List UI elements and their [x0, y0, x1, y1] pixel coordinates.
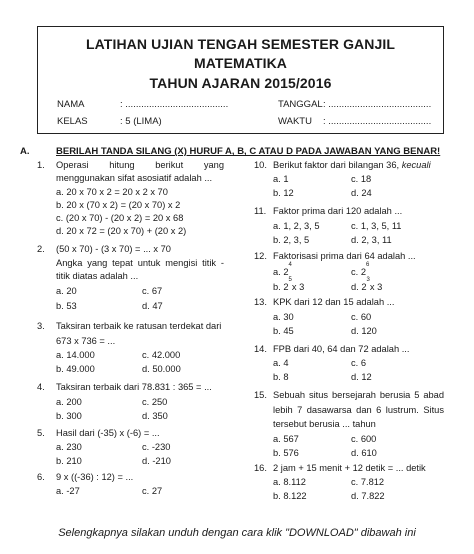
option-a[interactable]: a. 8.112	[273, 477, 306, 487]
question-number: 14.	[254, 344, 267, 354]
tanggal-value: : .......................................	[323, 99, 432, 110]
question-text: (50 x 70) - (3 x 70) = ... x 70	[56, 244, 171, 254]
option-c[interactable]: c. 250	[142, 397, 168, 407]
question-text: Operasi hitung berikut yang	[56, 160, 224, 170]
option-a[interactable]: a. 200	[56, 397, 82, 407]
nama-label: NAMA	[57, 99, 85, 110]
option-c[interactable]: c. 1, 3, 5, 11	[351, 221, 402, 231]
option-c[interactable]: c. 27	[142, 486, 163, 496]
option-b-exponent: 5	[288, 277, 292, 283]
kelas-value: : 5 (LIMA)	[120, 116, 162, 127]
question-text: titik diatas adalah ...	[56, 271, 139, 281]
option-a[interactable]: a. 230	[56, 442, 82, 452]
option-d-tail: x 3	[369, 282, 383, 292]
option-d[interactable]	[351, 277, 383, 294]
question-text-italic: kecuali	[401, 160, 431, 170]
subject-title: MATEMATIKA	[193, 55, 288, 71]
option-a[interactable]: a. 4	[273, 358, 289, 368]
question-number: 1.	[37, 160, 45, 170]
question-text: menggunakan sifat asosiatif adalah ...	[56, 173, 213, 183]
waktu-label: WAKTU	[278, 116, 312, 127]
option-b[interactable]: b. 8	[273, 372, 289, 382]
question-text: lebih 7 dasawarsa dan 6 lustrum. Situs	[273, 405, 444, 415]
question-number: 15.	[254, 390, 267, 400]
option-c[interactable]: c. 67	[142, 286, 163, 296]
option-c-exponent: 6	[366, 262, 370, 268]
option-b[interactable]: b. 8.122	[273, 491, 307, 501]
option-d[interactable]: d. 20 x 72 = (20 x 70) + (20 x 2)	[56, 226, 187, 236]
option-a[interactable]: a. 30	[273, 312, 294, 322]
option-d[interactable]: d. 24	[351, 188, 372, 198]
option-c-base: c. 2	[351, 267, 366, 277]
option-d-base: d. 2	[351, 282, 367, 292]
option-b[interactable]: b. 12	[273, 188, 294, 198]
option-d[interactable]: d. 350	[142, 411, 168, 421]
option-b[interactable]	[273, 277, 305, 294]
option-c[interactable]: c. 60	[351, 312, 372, 322]
kelas-label: KELAS	[57, 116, 88, 127]
question-text: 2 jam + 15 menit + 12 detik = ... detik	[273, 463, 426, 473]
question-number: 5.	[37, 428, 45, 438]
left-column	[37, 159, 227, 499]
question-text: Taksiran terbaik ke ratusan terdekat dari	[56, 321, 222, 331]
option-b[interactable]: b. 300	[56, 411, 82, 421]
option-a[interactable]: a. 1	[273, 174, 289, 184]
option-d[interactable]: d. 7.822	[351, 491, 385, 501]
download-instruction: Selengkapnya silakan unduh dengan cara klik "DOWNLOAD" dibawah ini	[58, 527, 416, 539]
option-d[interactable]: d. 50.000	[142, 364, 181, 374]
section-instruction: BERILAH TANDA SILANG (X) HURUF A, B, C ATAU D PADA JAWABAN YANG BENAR!	[56, 146, 441, 157]
question-text: Taksiran terbaik dari 78.831 : 365 = ...	[56, 382, 212, 392]
option-b[interactable]: b. 20 x (70 x 2) = (20 x 70) x 2	[56, 200, 181, 210]
option-c[interactable]: c. 600	[351, 434, 377, 444]
question-text: Hasil dari (-35) x (-6) = ...	[56, 428, 160, 438]
option-a-exponent: 4	[288, 262, 292, 268]
option-b[interactable]: b. 576	[273, 448, 299, 458]
question-number: 16.	[254, 463, 267, 473]
option-b[interactable]: b. 45	[273, 326, 294, 336]
question-text: KPK dari 12 dan 15 adalah ...	[273, 297, 395, 307]
exam-title: LATIHAN UJIAN TENGAH SEMESTER GANJIL	[85, 36, 396, 52]
option-c[interactable]: c. (20 x 70) - (20 x 2) = 20 x 68	[56, 213, 184, 223]
question-number: 2.	[37, 244, 45, 254]
question-text: Angka yang tepat untuk mengisi titik -	[56, 258, 224, 268]
option-b[interactable]: b. 53	[56, 301, 77, 311]
question-number: 11.	[254, 206, 267, 216]
question-number: 12.	[254, 251, 267, 261]
option-d[interactable]: d. 47	[142, 301, 163, 311]
question-text: Faktor prima dari 120 adalah ...	[273, 206, 403, 216]
option-d[interactable]: d. 12	[351, 372, 372, 382]
option-d[interactable]: d. -210	[142, 456, 171, 466]
section-letter: A.	[20, 146, 30, 157]
question-text: 9 x ((-36) : 12) = ...	[56, 472, 134, 482]
question-text	[273, 159, 431, 172]
option-b[interactable]: b. 2, 3, 5	[273, 235, 310, 245]
header-box	[37, 26, 444, 134]
option-c[interactable]: c. 18	[351, 174, 372, 184]
option-d-exponent: 3	[366, 277, 370, 283]
option-b[interactable]: b. 49.000	[56, 364, 95, 374]
option-d[interactable]: d. 120	[351, 326, 377, 336]
option-a[interactable]: a. 14.000	[56, 350, 95, 360]
question-number: 13.	[254, 297, 267, 307]
option-c[interactable]: c. 42.000	[142, 350, 181, 360]
tanggal-label: TANGGAL	[278, 99, 323, 110]
academic-year: TAHUN AJARAN 2015/2016	[149, 75, 332, 91]
question-number: 4.	[37, 382, 45, 392]
option-c[interactable]: c. 6	[351, 358, 366, 368]
option-b[interactable]: b. 210	[56, 456, 82, 466]
question-text: 673 x 736 = ...	[56, 336, 116, 346]
option-b-base: b. 2	[273, 282, 289, 292]
question-text: Sebuah situs bersejarah berusia 5 abad	[273, 390, 444, 400]
question-number: 3.	[37, 321, 45, 331]
question-text: tersebut berusia ... tahun	[273, 419, 376, 429]
option-a[interactable]: a. 20 x 70 x 2 = 20 x 2 x 70	[56, 187, 168, 197]
option-a[interactable]: a. -27	[56, 486, 80, 496]
option-a[interactable]: a. 1, 2, 3, 5	[273, 221, 320, 231]
question-text: Faktorisasi prima dari 64 adalah ...	[273, 251, 416, 261]
option-b-tail: x 3	[291, 282, 305, 292]
question-number: 6.	[37, 472, 45, 482]
option-a-base: a. 2	[273, 267, 289, 277]
option-d[interactable]: d. 2, 3, 11	[351, 235, 392, 245]
option-c[interactable]: c. -230	[142, 442, 171, 452]
option-d[interactable]: d. 610	[351, 448, 377, 458]
question-text-main: Berikut faktor dari bilangan 36,	[273, 160, 400, 170]
option-c[interactable]: c. 7.812	[351, 477, 385, 487]
option-a[interactable]: a. 567	[273, 434, 299, 444]
question-text: FPB dari 40, 64 dan 72 adalah ...	[273, 344, 410, 354]
waktu-value: : .......................................	[323, 116, 432, 127]
nama-value: : .......................................	[120, 99, 229, 110]
option-a[interactable]: a. 20	[56, 286, 77, 296]
right-column	[254, 159, 446, 504]
question-number: 10.	[254, 160, 267, 170]
